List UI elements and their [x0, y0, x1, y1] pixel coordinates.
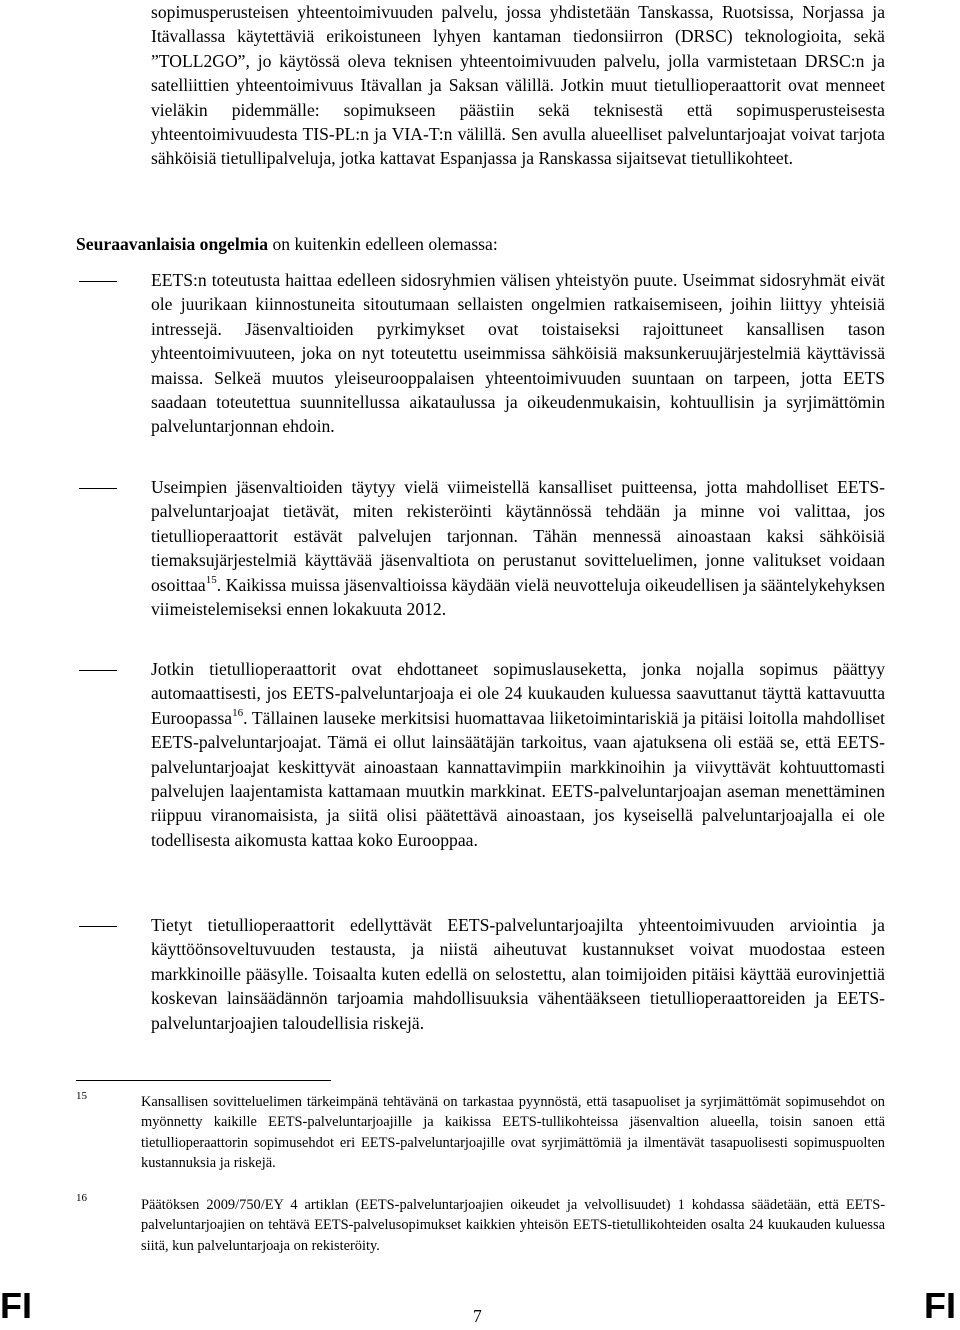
page-number: 7	[473, 1306, 482, 1326]
list-intro-rest: on kuitenkin edelleen olemassa:	[268, 234, 498, 254]
footnote-number-16: 16	[76, 1192, 87, 1204]
footnote-number-15: 15	[76, 1090, 87, 1102]
language-code-right: FI	[924, 1285, 956, 1326]
body-paragraph-1: sopimusperusteisen yhteentoimivuuden palvelu, jossa yhdistetään Tanskassa, Ruotsissa, Norjassa ja Itävallassa käytettäviä erikoistuneen lyhyen kantaman tiedonsiirron (DRSC) teknologioita, sekä ”TOLL2GO”, jo käytössä oleva teknisen yhteentoimivuuden palvelu, jolla varmistetaan DRSC:n ja satelliittien yhteentoimivuus Itävallan ja Saksan välillä. Jotkin muut tietullioperaattorit ovat menneet vieläkin pidemmälle: sopimukseen päästiin sekä teknisestä että sopimusperusteisesta yhteentoimivuudesta TIS-PL:n ja VIA-T:n välillä. Sen avulla alueelliset palveluntarjoajat voivat tarjota sähköisiä tietullipalveluja, jotka kattavat Espanjassa ja Ranskassa sijaitsevat tietullikohteet.	[151, 2, 885, 169]
footnote-ref-16[interactable]: 16	[232, 706, 244, 719]
footnote-15: Kansallisen sovitteluelimen tärkeimpänä tehtävänä on tarkastaa pyynnöstä, että tasapuoliset ja syrjimättömät sopimusehdot on myönnetty kaikille EETS-palveluntarjoajille ja kaikissa EETS-tullikohteissa jäsenvaltion alueella, toisin sanoen että tietullioperaattorin sopimusehdot eri EETS-palveluntarjoajille ovat syrjimättömiä ja ilmentävät tasapuolisesti sopimuspuolten kustannuksia ja riskejä.	[141, 1094, 885, 1172]
list-intro-bold: Seuraavanlaisia ongelmia	[76, 234, 269, 254]
bullet-item-1: EETS:n toteutusta haittaa edelleen sidosryhmien välisen yhteistyön puute. Useimmat sidosryhmät eivät ole juurikaan kiinnostuneita sitoutumaan sellaisten ongelmien ratkaisemiseen, joihin liittyy yhteisiä intressejä. Jäsenvaltioiden pyrkimykset ovat toistaiseksi rajoittuneet kansallisen tason yhteentoimivuuteen, joka on nyt toteutettu useimmissa sähköisiä maksunkeruujärjestelmiä käyttävissä maissa. Selkeä muutos yleiseurooppalaisen yhteentoimivuuden suuntaan on tarpeen, jotta EETS saadaan toteutettua suunnitellussa aikataulussa ja oikeudenmukaisin, kohtuullisin ja syrjimättömin palveluntarjonnan ehdoin.	[151, 270, 885, 437]
bullet-dash	[79, 670, 117, 671]
bullet-item-3-text-b: . Tällainen lauseke merkitsisi huomattavaa liiketoimintariskiä ja pitäisi loitolla mahdolliset EETS-palveluntarjoajat. Tämä ei ollut lainsäätäjän tarkoitus, vaan ajatuksena oli estää se, että EETS-palveluntarjoajat keskittyvät ainoastaan kannattavimpiin markkinoihin ja viivyttävät kohtuuttomasti palvelujen laajentamista kattamaan muutkin markkinat. EETS-palveluntarjoajan aseman menettäminen riippuu viranomaisista, ja siitä olisi päätettävä ainoastaan, jos kyseisellä palveluntarjoajalla ei ole todellisesta aikomusta kattaa koko Eurooppaa.	[151, 707, 885, 850]
bullet-dash	[79, 488, 117, 489]
footnote-separator	[76, 1080, 331, 1081]
bullet-dash	[79, 926, 117, 927]
bullet-item-3	[151, 657, 885, 852]
footnote-ref-15[interactable]: 15	[205, 573, 217, 586]
bullet-item-4: Tietyt tietullioperaattorit edellyttävät EETS-palveluntarjoajilta yhteentoimivuuden arviointia ja käyttöönsoveltuvuuden testausta, ja niistä aiheutuvat kustannukset voivat muodostaa esteen markkinoille pääsylle. Toisaalta kuten edellä on selostettu, alan toimijoiden pitäisi käyttää eurovinjettiä koskevan lainsäädännön tarjoamia mahdollisuuksia vähentääkseen tietullioperaattoreiden ja EETS-palveluntarjoajien taloudellisia riskejä.	[151, 915, 885, 1033]
bullet-item-2-text-b: . Kaikissa muissa jäsenvaltioissa käydään vielä neuvotteluja oikeudellisen ja sääntelykehyksen viimeistelemiseksi ennen lokakuuta 2012.	[151, 574, 885, 620]
bullet-dash	[79, 281, 117, 282]
bullet-item-2	[151, 475, 885, 621]
bullet-item-2-text-a: Useimpien jäsenvaltioiden täytyy vielä viimeistellä kansalliset puitteensa, jotta mahdolliset EETS-palveluntarjoajat tietävät, miten rekisteröinti käytännössä tehdään ja minne voi valittaa, jos tietullioperaattorit estävät palvelujen tarjonnan. Tähän mennessä ainoastaan kaksi sähköisiä tiemaksujärjestelmiä käyttävää jäsenvaltiota on perustanut sovitteluelimen, jonne valitukset voidaan osoittaa	[151, 477, 885, 595]
footnote-16: Päätöksen 2009/750/EY 4 artiklan (EETS-palveluntarjoajien oikeudet ja velvollisuudet) 1 kohdassa säädetään, että EETS-palveluntarjoajien on tehtävä EETS-palvelusopimukset kaikkien yhteisön EETS-tietullikohteiden osalta 24 kuukauden kuluessa siitä, kun palveluntarjoaja on rekisteröity.	[141, 1197, 885, 1254]
list-intro	[76, 232, 885, 256]
bullet-item-3-text-a: Jotkin tietullioperaattorit ovat ehdottaneet sopimuslauseketta, jonka nojalla sopimus päättyy automaattisesti, jos EETS-palveluntarjoaja ei ole 24 kuukauden kuluessa saavuttanut täyttä kattavuutta Euroopassa	[151, 659, 885, 728]
language-code-left: FI	[0, 1285, 32, 1326]
